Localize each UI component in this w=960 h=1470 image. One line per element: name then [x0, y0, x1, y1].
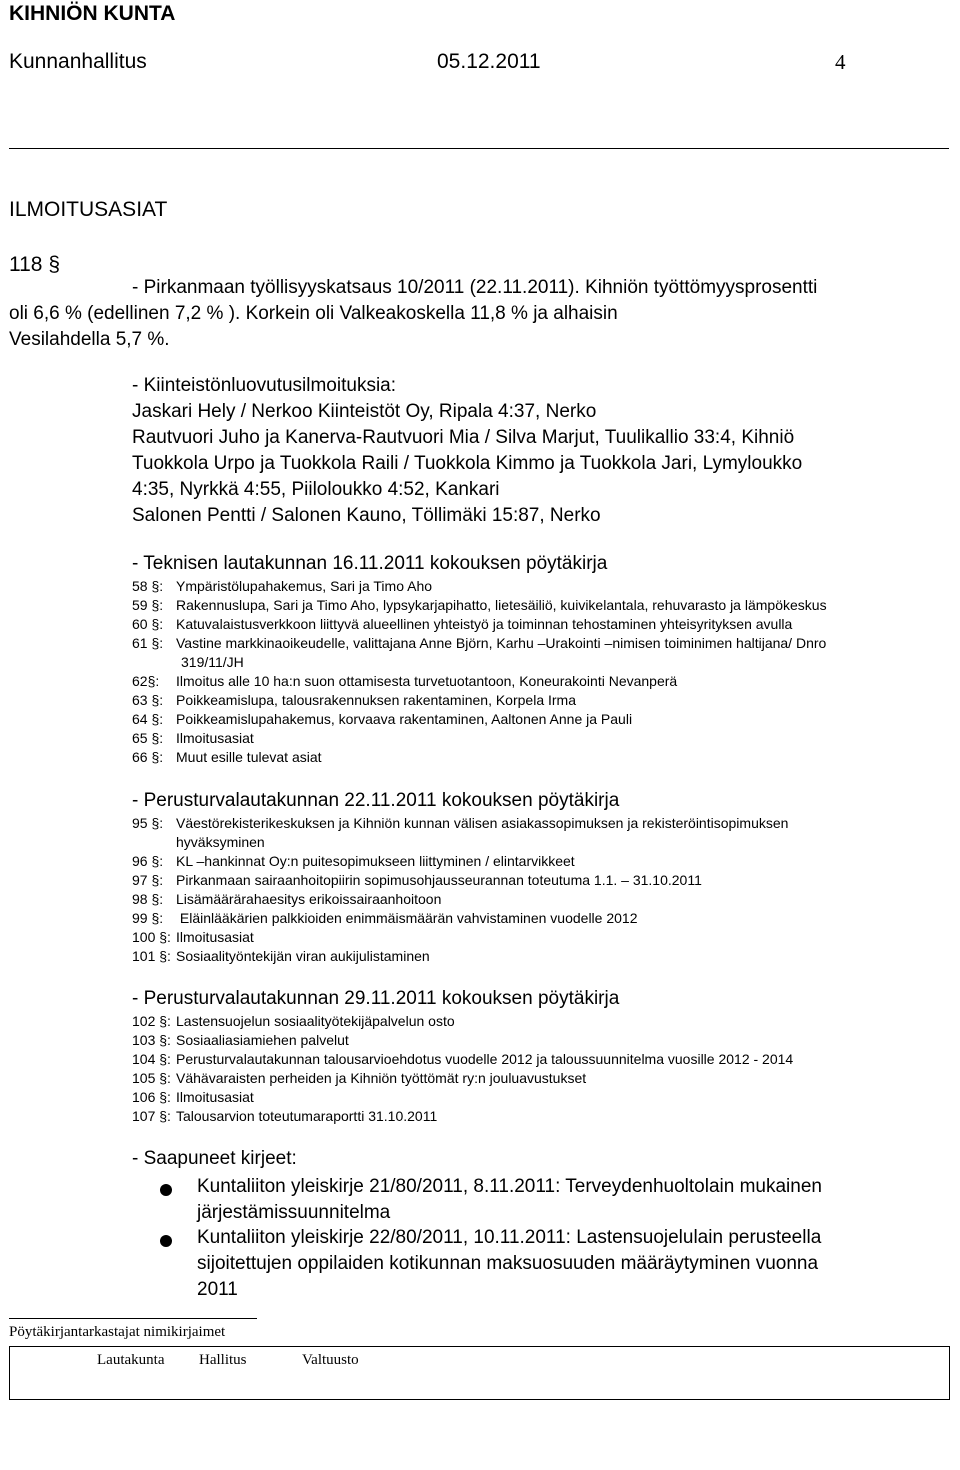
para-line: - Kiinteistönluovutusilmoituksia: — [132, 375, 397, 396]
para-line: Vesilahdella 5,7 %. — [9, 329, 170, 350]
list-item: 66 §: Muut esille tulevat asiat — [132, 749, 322, 765]
list-item: 58 §: Ympäristölupahakemus, Sari ja Timo Aho — [132, 578, 433, 594]
list-item: 102 §: Lastensuojelun sosiaalityötekijäpalvelun osto — [132, 1013, 455, 1029]
list-item: 106 §: Ilmoitusasiat — [132, 1089, 254, 1105]
page-number: 4 — [835, 50, 846, 74]
para-line: - Pirkanmaan työllisyyskatsaus 10/2011 (22.11.2011). Kihniön työttömyysprosentti — [132, 277, 818, 298]
letter-line: Kuntaliiton yleiskirje 21/80/2011, 8.11.2011: Terveydenhuoltolain mukainen — [197, 1176, 822, 1197]
technical-board-heading: - Teknisen lautakunnan 16.11.2011 kokouksen pöytäkirja — [132, 553, 608, 574]
footer-signature-box — [9, 1346, 950, 1400]
list-item: 105 §: Vähävaraisten perheiden ja Kihniön työttömät ry:n jouluavustukset — [132, 1070, 587, 1086]
governing-body: Kunnanhallitus — [9, 50, 147, 73]
list-item: 100 §: Ilmoitusasiat — [132, 929, 254, 945]
letter-item — [197, 1174, 822, 1226]
list-item: 64 §: Poikkeamislupahakemus, korvaava rakentaminen, Aaltonen Anne ja Pauli — [132, 711, 633, 727]
list-item: 98 §: Lisämäärärahaesitys erikoissairaanhoitoon — [132, 891, 442, 907]
list-item: 101 §: Sosiaalityöntekijän viran aukijulistaminen — [132, 948, 430, 964]
item-number: 118 § — [9, 253, 60, 276]
list-item: 63 §: Poikkeamislupa, talousrakennuksen rakentaminen, Korpela Irma — [132, 692, 576, 708]
property-transfers — [132, 373, 802, 529]
para-line: oli 6,6 % (edellinen 7,2 % ). Korkein oli Valkeakoskella 11,8 % ja alhaisin — [9, 303, 618, 324]
employment-paragraph — [9, 275, 817, 353]
letter-line: Kuntaliiton yleiskirje 22/80/2011, 10.11.2011: Lastensuojelulain perusteella — [197, 1227, 822, 1248]
para-line: Jaskari Hely / Nerkoo Kiinteistöt Oy, Ripala 4:37, Nerko — [132, 401, 597, 422]
list-item: 97 §: Pirkanmaan sairaanhoitopiirin sopimusohjausseurannan toteutuma 1.1. – 31.10.2011 — [132, 872, 702, 888]
footer-label-council: Valtuusto — [302, 1352, 359, 1368]
letter-line: sijoitettujen oppilaiden kotikunnan maksuosuuden määräytyminen vuonna — [197, 1253, 819, 1274]
list-item-continuation: hyväksyminen — [176, 834, 265, 850]
list-item: 107 §: Talousarvion toteutumaraportti 31.10.2011 — [132, 1108, 438, 1124]
header-divider — [9, 148, 949, 149]
list-item: 99 §: Eläinlääkärien palkkioiden enimmäismäärän vahvistaminen vuodelle 2012 — [132, 910, 638, 926]
footer-title: Pöytäkirjantarkastajat nimikirjaimet — [9, 1324, 226, 1340]
list-item: 61 §: Vastine markkinaoikeudelle, valittajana Anne Björn, Karhu –Urakointi –nimisen toiminimen haltijana/ Dnro — [132, 635, 827, 651]
list-item: 59 §: Rakennuslupa, Sari ja Timo Aho, lypsykarjapihatto, lietesäiliö, kuivikelantala, rehuvarasto ja lämpökeskus — [132, 597, 827, 613]
letter-line: 2011 — [197, 1279, 238, 1300]
letters-heading: - Saapuneet kirjeet: — [132, 1148, 297, 1169]
list-item: 60 §: Katuvalaistusverkkoon liittyvä alueellinen yhteistyö ja toiminnan tehostaminen yhteisyrityksen avulla — [132, 616, 793, 632]
list-item: 104 §: Perusturvalautakunnan talousarvioehdotus vuodelle 2012 ja taloussuunnitelma vuosille 2012 - 2014 — [132, 1051, 794, 1067]
municipality-name: KIHNIÖN KUNTA — [9, 2, 176, 25]
list-item: 65 §: Ilmoitusasiat — [132, 730, 254, 746]
bullet-icon — [160, 1184, 172, 1196]
list-item: 95 §: Väestörekisterikeskuksen ja Kihniön kunnan välisen asiakassopimuksen ja rekisteröintisopimuksen — [132, 815, 789, 831]
list-item-continuation: 319/11/JH — [181, 654, 244, 670]
para-line: Tuokkola Urpo ja Tuokkola Raili / Tuokkola Kimmo ja Tuokkola Jari, Lymyloukko — [132, 453, 803, 474]
section-title: ILMOITUSASIAT — [9, 198, 168, 221]
social-board-heading-1: - Perusturvalautakunnan 22.11.2011 kokouksen pöytäkirja — [132, 790, 620, 811]
list-item: 96 §: KL –hankinnat Oy:n puitesopimukseen liittyminen / elintarvikkeet — [132, 853, 575, 869]
list-item: 103 §: Sosiaaliasiamiehen palvelut — [132, 1032, 349, 1048]
letter-line: järjestämissuunnitelma — [197, 1202, 391, 1223]
social-board-heading-2: - Perusturvalautakunnan 29.11.2011 kokouksen pöytäkirja — [132, 988, 620, 1009]
para-line: 4:35, Nyrkkä 4:55, Piiloloukko 4:52, Kankari — [132, 479, 500, 500]
footer-label-council-board: Hallitus — [199, 1352, 247, 1368]
letter-item — [197, 1225, 821, 1303]
footer-label-board: Lautakunta — [97, 1352, 165, 1368]
list-item: 62§: Ilmoitus alle 10 ha:n suon ottamisesta turvetuotantoon, Koneurakointi Nevanperä — [132, 673, 678, 689]
para-line: Salonen Pentti / Salonen Kauno, Töllimäki 15:87, Nerko — [132, 505, 601, 526]
bullet-icon — [160, 1235, 172, 1247]
para-line: Rautvuori Juho ja Kanerva-Rautvuori Mia / Silva Marjut, Tuulikallio 33:4, Kihniö — [132, 427, 795, 448]
meeting-date: 05.12.2011 — [437, 50, 541, 73]
footer-box-top — [9, 1318, 257, 1347]
